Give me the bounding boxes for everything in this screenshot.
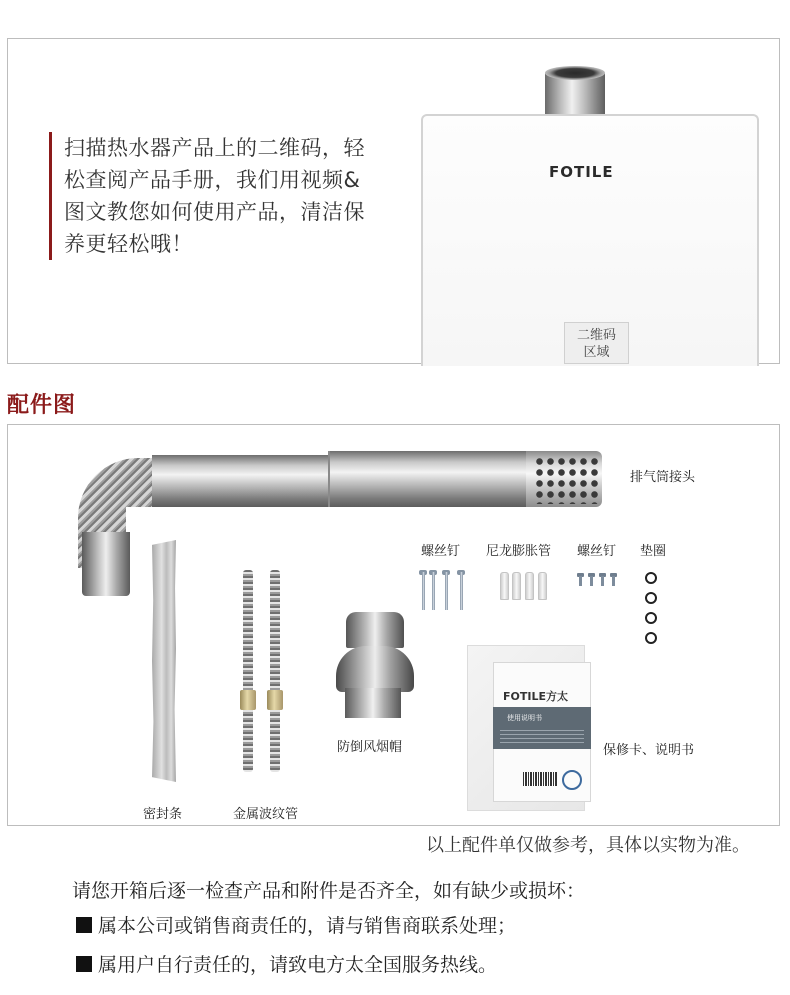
brand-logo: FOTILE <box>549 163 614 181</box>
certification-seal-icon <box>562 770 582 790</box>
label-nylon-anchor: 尼龙膨胀管 <box>486 544 552 559</box>
label-exhaust-head: 排气筒接头 <box>630 470 696 485</box>
exhaust-pipe-section <box>328 451 530 507</box>
washer <box>645 632 657 644</box>
section-title: 配件图 <box>7 393 77 418</box>
intro-line: 松查阅产品手册，我们用视频& <box>64 168 361 192</box>
screw <box>445 572 448 610</box>
screw <box>422 572 425 610</box>
exhaust-pipe-section <box>152 455 330 507</box>
label-wind-cap: 防倒风烟帽 <box>337 740 403 755</box>
qr-code-region <box>564 322 629 364</box>
washer <box>645 592 657 604</box>
intro-text <box>64 132 394 260</box>
pipe-nut <box>240 690 256 710</box>
qr-region-label: 区域 <box>583 345 610 360</box>
washer <box>645 572 657 584</box>
label-screw-large: 螺丝钉 <box>421 544 461 559</box>
manual-brand: FOTILE方太 <box>503 690 568 703</box>
intro-line: 养更轻松哦！ <box>64 232 193 256</box>
label-screw-small: 螺丝钉 <box>577 544 617 559</box>
notice-item <box>76 950 497 977</box>
exhaust-vent-holes <box>534 456 598 504</box>
square-bullet-icon <box>76 917 92 933</box>
small-screw <box>612 576 615 586</box>
small-screw <box>579 576 582 586</box>
seal-strip-image <box>152 540 176 782</box>
heater-flue-opening <box>545 66 605 80</box>
nylon-anchor <box>525 572 534 600</box>
corrugated-pipe <box>270 570 280 772</box>
notice-text: 属用户自行责任的，请致电方太全国服务热线。 <box>98 954 498 976</box>
qr-region-label: 二维码 <box>576 328 616 343</box>
manual-cover-title: 使用说明书 <box>507 714 542 722</box>
exhaust-pipe-outlet <box>82 532 130 596</box>
intro-line: 图文教您如何使用产品，清洁保 <box>64 200 365 224</box>
intro-line: 扫描热水器产品上的二维码，轻 <box>64 136 365 160</box>
screw <box>460 572 463 610</box>
nylon-anchor <box>538 572 547 600</box>
wind-cap-body <box>336 646 414 692</box>
corrugated-pipe <box>243 570 253 772</box>
nylon-anchor <box>500 572 509 600</box>
reference-note: 以上配件单仅做参考，具体以实物为准。 <box>426 835 750 856</box>
wind-cap-neck <box>345 688 401 718</box>
wind-cap-top <box>346 612 404 648</box>
screw <box>432 572 435 610</box>
label-warranty-manual: 保修卡、说明书 <box>603 743 695 758</box>
square-bullet-icon <box>76 956 92 972</box>
manual-text-lines <box>500 730 584 744</box>
notice-text: 属本公司或销售商责任的，请与销售商联系处理； <box>98 915 517 937</box>
label-seal-strip: 密封条 <box>143 807 183 822</box>
label-corrugated-pipe: 金属波纹管 <box>233 807 299 822</box>
notice-item <box>76 911 516 938</box>
washer <box>645 612 657 624</box>
small-screw <box>590 576 593 586</box>
barcode-icon <box>523 772 557 786</box>
small-screw <box>601 576 604 586</box>
accent-bar <box>49 132 52 260</box>
pipe-nut <box>267 690 283 710</box>
label-washer: 垫圈 <box>640 544 667 559</box>
nylon-anchor <box>512 572 521 600</box>
check-notice-intro: 请您开箱后逐一检查产品和附件是否齐全，如有缺少或损坏： <box>72 880 586 902</box>
